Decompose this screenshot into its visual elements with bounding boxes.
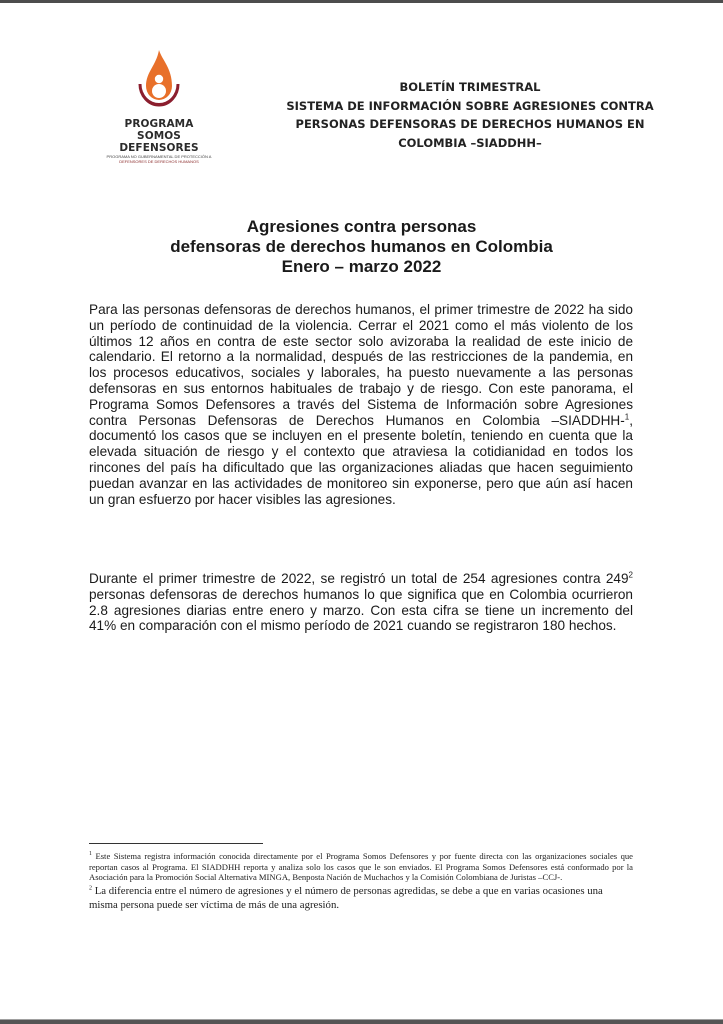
- programa-somos-defensores-logo: [100, 48, 218, 164]
- footnote-1-mark: 1: [89, 851, 92, 858]
- footnote-2: [89, 884, 633, 912]
- footnote-2-text: La diferencia entre el número de agresiones y el número de personas agredidas, se debe a que en varias ocasiones una misma persona puede ser víctima de más de una agresión.: [89, 884, 603, 911]
- paragraph2-text-a: Durante el primer trimestre de 2022, se registró un total de 254 agresiones contra 249: [89, 571, 629, 586]
- paragraph2-text-b: personas defensoras de derechos humanos lo que significa que en Colombia ocurrieron 2.8 agresiones diarias entre enero y marzo. Con esta cifra se tiene un incremento del 41% en comparación con el mismo período de 2021 cuando se registraron 180 hechos.: [89, 586, 633, 634]
- footnote-1: [89, 851, 633, 883]
- statistics-paragraph: [89, 571, 633, 634]
- title-line3: Enero – marzo 2022: [281, 257, 442, 276]
- logo-name-line2: SOMOS DEFENSORES: [119, 130, 199, 154]
- footnotes: [89, 851, 633, 912]
- footnote-ref-1[interactable]: 1: [624, 412, 630, 422]
- header-line1: BOLETÍN TRIMESTRAL: [399, 80, 541, 94]
- viewer-top-bar: [0, 0, 723, 3]
- paragraph1-text-b: , documentó los casos que se incluyen en el presente boletín, teniendo en cuenta que la elevada situación de riesgo y el contexto que atraviesa la cotidianidad en todos los rincones del país ha dificultado que las organizaciones aliadas que hacen seguimiento puedan avanzar en las actividades de monitoreo sin exponerse, pero que aún así hacen un gran esfuerzo por hacer visibles las agresiones.: [89, 412, 633, 507]
- header-line3: PERSONAS DEFENSORAS DE DERECHOS HUMANOS EN: [295, 117, 645, 131]
- paragraph1-text-a: Para las personas defensoras de derechos humanos, el primer trimestre de 2022 ha sido un período de continuidad de la violencia. Cerrar el 2021 como el más violento de los últimos 12 años en contra de este sector solo avizoraba la realidad de este inicio de calendario. El retorno a la normalidad, después de las restricciones de la pandemia, en los procesos educativos, sociales y laborales, ha puesto nuevamente a las personas defensoras en sus entornos habituales de trabajo y de riesgo. Con este panorama, el Programa Somos Defensores a través del Sistema de Información sobre Agresiones contra Personas Defensoras de Derechos Humanos en Colombia –SIADDHH-: [89, 302, 633, 428]
- footnote-ref-2[interactable]: 2: [628, 570, 633, 580]
- footnote-1-text: Este Sistema registra información conocida directamente por el Programa Somos Defensores y por fuente directa con las organizaciones sociales que reportan casos al Programa. El SIADDHH reporta y analiza solo los casos que le son enviados. El Programa Somos Defensores está conformado por la Asociación para la Promoción Social Alternativa MINGA, Benposta Nación de Muchachos y la Comisión Colombiana de Juristas –CCJ-.: [89, 851, 633, 883]
- logo-name-line1: PROGRAMA: [124, 118, 194, 130]
- footnote-separator: [89, 843, 263, 844]
- logo-tagline-line1: PROGRAMA NO GUBERNAMENTAL DE PROTECCIÓN A: [106, 154, 212, 159]
- title-line2: defensoras de derechos humanos en Colombia: [170, 237, 553, 256]
- document-title: [95, 217, 628, 277]
- intro-paragraph: [89, 302, 633, 507]
- bulletin-header: [270, 78, 670, 152]
- header-line4: COLOMBIA –SIADDHH–: [398, 135, 542, 150]
- viewer-bottom-bar: [0, 1019, 723, 1024]
- footnote-2-mark: 2: [89, 885, 92, 892]
- flame-logo-icon: [136, 48, 182, 118]
- title-line1: Agresiones contra personas: [246, 217, 477, 236]
- logo-tagline-line2: DEFENSORES DE DERECHOS HUMANOS: [119, 159, 199, 164]
- header-line2: SISTEMA DE INFORMACIÓN SOBRE AGRESIONES CONTRA: [286, 98, 654, 113]
